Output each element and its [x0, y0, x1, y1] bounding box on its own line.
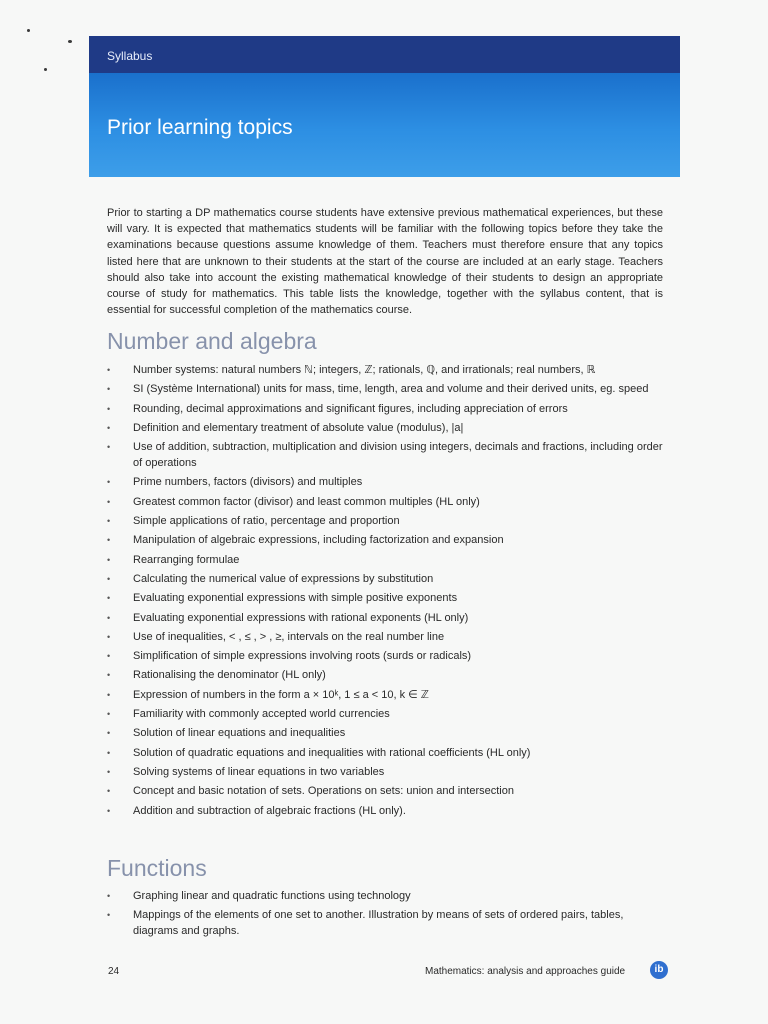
- section-label: Syllabus: [107, 49, 153, 63]
- header-top-strip: [89, 36, 680, 73]
- list-item: • Manipulation of algebraic expressions, including factorization and expansion: [107, 532, 667, 548]
- list-item: • SI (Système International) units for mass, time, length, area and volume and their derived units, eg. speed: [107, 381, 667, 397]
- list-item: • Expression of numbers in the form a × 10ᵏ, 1 ≤ a < 10, k ∈ ℤ: [107, 687, 667, 703]
- list-item: • Simplification of simple expressions involving roots (surds or radicals): [107, 648, 667, 664]
- list-item: • Rearranging formulae: [107, 552, 667, 568]
- topic-list-number-algebra: [107, 362, 667, 822]
- list-item: • Use of inequalities, < , ≤ , > , ≥, intervals on the real number line: [107, 629, 667, 645]
- list-item: • Familiarity with commonly accepted world currencies: [107, 706, 667, 722]
- scan-speck: [68, 40, 72, 43]
- list-item: • Concept and basic notation of sets. Operations on sets: union and intersection: [107, 783, 667, 799]
- page-number: 24: [108, 966, 120, 977]
- scan-speck: [44, 68, 47, 71]
- page-title: Prior learning topics: [107, 116, 293, 139]
- section-heading-number-algebra: Number and algebra: [107, 328, 317, 354]
- list-item: • Greatest common factor (divisor) and least common multiples (HL only): [107, 494, 667, 510]
- list-item: • Addition and subtraction of algebraic fractions (HL only).: [107, 803, 667, 819]
- list-item: • Evaluating exponential expressions with simple positive exponents: [107, 590, 667, 606]
- intro-paragraph: Prior to starting a DP mathematics course students have extensive previous mathematical experiences, but these will vary. It is expected that mathematics students will be familiar with the following topics before they take the examinations because questions assume knowledge of them. Teachers must therefore ensure that any topics listed here that are unknown to their students at the start of the course are included at an early stage. Teachers should also take into account the existing mathematical knowledge of their students to design an appropriate course of study for mathematics. This table lists the knowledge, together with the syllabus content, that is essential for successful completion of the mathematics course.: [107, 207, 663, 317]
- ib-logo-icon: ib: [650, 961, 668, 979]
- list-item: • Evaluating exponential expressions with rational exponents (HL only): [107, 610, 667, 626]
- list-item: • Rationalising the denominator (HL only): [107, 667, 667, 683]
- list-item: • Calculating the numerical value of expressions by substitution: [107, 571, 667, 587]
- list-item: • Number systems: natural numbers ℕ; integers, ℤ; rationals, ℚ, and irrationals; real numbers, ℝ: [107, 362, 667, 378]
- list-item: • Rounding, decimal approximations and significant figures, including appreciation of errors: [107, 401, 667, 417]
- list-item: • Definition and elementary treatment of absolute value (modulus), |a|: [107, 420, 667, 436]
- guide-title: Mathematics: analysis and approaches guide: [425, 966, 626, 977]
- topic-list-functions: [107, 888, 667, 943]
- list-item: • Solving systems of linear equations in two variables: [107, 764, 667, 780]
- section-heading-functions: Functions: [107, 855, 207, 881]
- list-item: • Solution of quadratic equations and inequalities with rational coefficients (HL only): [107, 745, 667, 761]
- list-item: • Graphing linear and quadratic functions using technology: [107, 888, 667, 904]
- list-item: • Use of addition, subtraction, multiplication and division using integers, decimals and fractions, including order of operations: [107, 439, 667, 471]
- list-item: • Prime numbers, factors (divisors) and multiples: [107, 474, 667, 490]
- list-item: • Solution of linear equations and inequalities: [107, 725, 667, 741]
- scan-speck: [27, 29, 30, 32]
- list-item: • Mappings of the elements of one set to another. Illustration by means of sets of ordered pairs, tables, diagrams and graphs.: [107, 907, 667, 939]
- list-item: • Simple applications of ratio, percentage and proportion: [107, 513, 667, 529]
- header-banner: [89, 36, 680, 177]
